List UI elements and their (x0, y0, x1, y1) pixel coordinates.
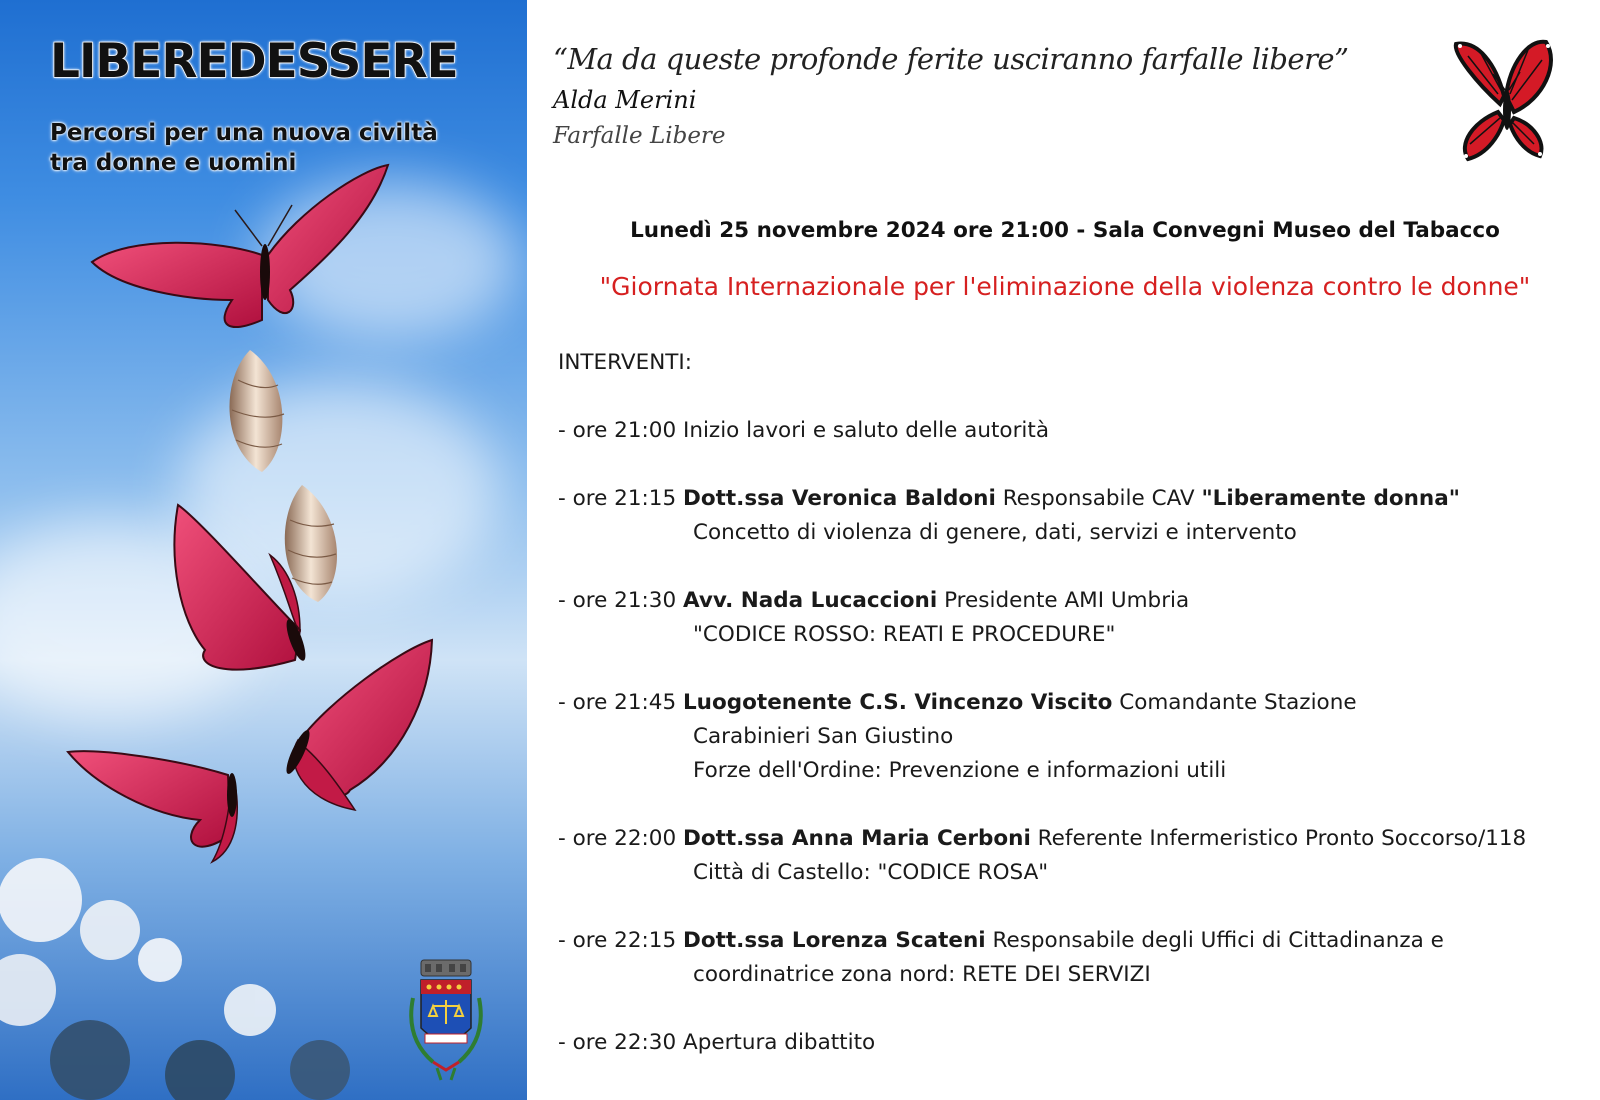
item-time: - ore 22:15 (558, 928, 677, 953)
cocoon-2-icon (285, 485, 337, 602)
program-list (558, 346, 1588, 1094)
speaker-role: Responsabile CAV (1002, 486, 1195, 511)
speaker-name: Dott.ssa Anna Maria Cerboni (682, 826, 1031, 851)
organization-name: "Liberamente donna" (1201, 486, 1460, 511)
program-item-2115 (558, 482, 1588, 550)
item-detail: Città di Castello: "CODICE ROSA" (693, 860, 1049, 885)
butterfly-logo-icon (1448, 34, 1568, 174)
item-detail: Carabinieri San Giustino (693, 724, 954, 749)
program-item-2230 (558, 1026, 1588, 1060)
brand-title: LIBEREDESSERE (50, 34, 458, 89)
item-time: - ore 21:45 (558, 690, 677, 715)
speaker-name: Dott.ssa Veronica Baldoni (682, 486, 996, 511)
item-time: - ore 21:15 (558, 486, 677, 511)
item-time: - ore 21:00 (558, 418, 677, 443)
program-heading: INTERVENTI: (558, 350, 692, 375)
quote-source: Farfalle Libere (553, 123, 726, 149)
butterfly-3-icon (282, 640, 432, 810)
speaker-role: Comandante Stazione (1119, 690, 1357, 715)
item-detail: coordinatrice zona nord: RETE DEI SERVIZI (693, 962, 1151, 987)
item-time: - ore 22:30 (558, 1030, 677, 1055)
item-detail: "CODICE ROSSO: REATI E PROCEDURE" (693, 622, 1116, 647)
item-description: Inizio lavori e saluto delle autorità (682, 418, 1049, 443)
speaker-name: Luogotenente C.S. Vincenzo Viscito (682, 690, 1113, 715)
cocoon-1-icon (229, 350, 284, 472)
item-time: - ore 22:00 (558, 826, 677, 851)
butterfly-1-icon (92, 165, 388, 327)
item-detail: Concetto di violenza di genere, dati, servizi e intervento (693, 520, 1297, 545)
item-description: Apertura dibattito (682, 1030, 876, 1055)
flowers-icon (0, 858, 350, 1100)
municipal-crest-icon (403, 958, 489, 1084)
program-item-2100 (558, 414, 1588, 448)
program-item-2130 (558, 584, 1588, 652)
item-time: - ore 21:30 (558, 588, 677, 613)
brand-subtitle-line-1: Percorsi per una nuova civiltà (50, 120, 438, 146)
butterfly-4-icon (68, 751, 237, 862)
program-item-2200 (558, 822, 1588, 890)
program-item-2215 (558, 924, 1588, 992)
event-date-line: Lunedì 25 novembre 2024 ore 21:00 - Sala Convegni Museo del Tabacco (630, 218, 1500, 243)
quote-author: Alda Merini (553, 86, 697, 114)
poster-image-panel (0, 0, 527, 1100)
speaker-name: Dott.ssa Lorenza Scateni (682, 928, 986, 953)
quote-text: “Ma da queste profonde ferite usciranno farfalle libere” (553, 42, 1349, 76)
brand-subtitle (50, 118, 490, 178)
speaker-role: Presidente AMI Umbria (944, 588, 1190, 613)
brand-subtitle-line-2: tra donne e uomini (50, 150, 297, 176)
speaker-role: Referente Infermeristico Pronto Soccorso/118 (1037, 826, 1527, 851)
event-title: "Giornata Internazionale per l'eliminazione della violenza contro le donne" (599, 272, 1531, 301)
program-item-2145 (558, 686, 1588, 788)
speaker-role: Responsabile degli Uffici di Cittadinanza e (992, 928, 1444, 953)
item-detail: Forze dell'Ordine: Prevenzione e informazioni utili (693, 758, 1227, 783)
speaker-name: Avv. Nada Lucaccioni (682, 588, 938, 613)
